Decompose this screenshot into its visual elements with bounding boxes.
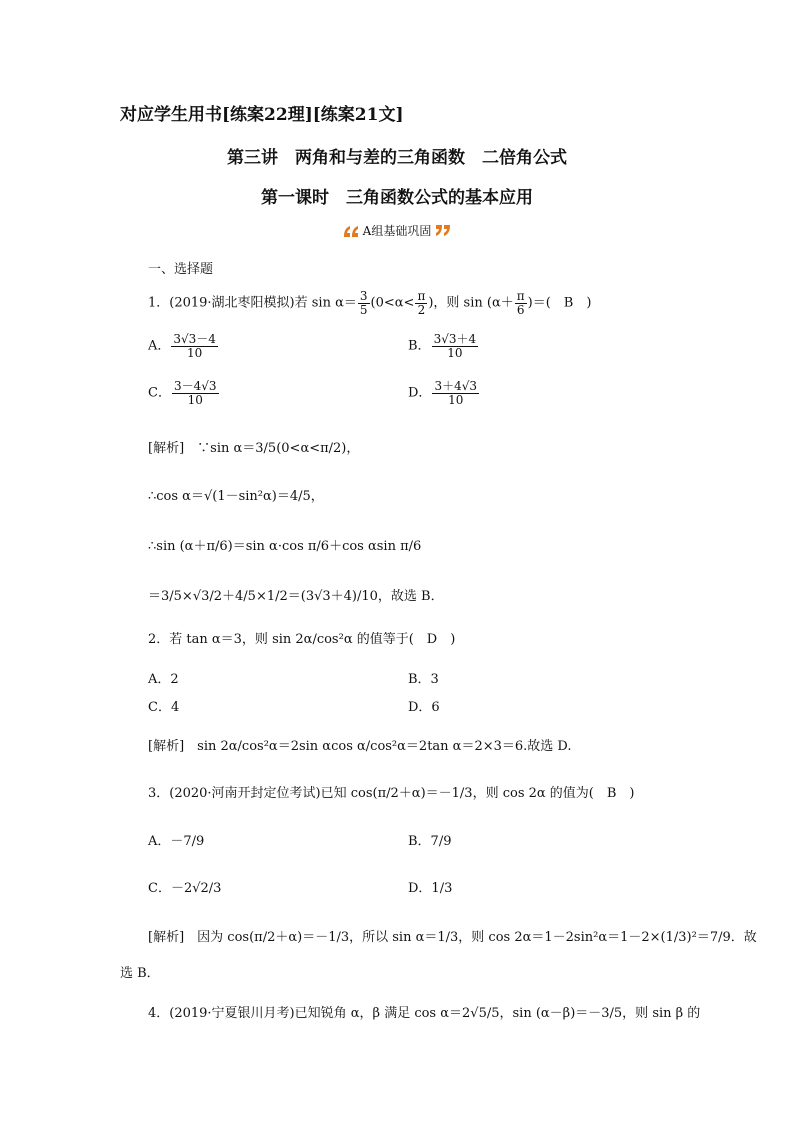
question-4-stem: 4．(2019·宁夏银川月考)已知锐角 α，β 满足 cos α＝2√5/5，sin (α－β)＝－3/5，则 sin β 的 (148, 1006, 701, 1021)
q3-option-a: A．－7/9 (148, 834, 205, 849)
q3-solution-line-1: [解析] 因为 cos(π/2＋α)＝－1/3，所以 sin α＝1/3，则 cos 2α＝1－2sin²α＝1－2×(1/3)²＝7/9．故 (148, 930, 757, 945)
q2-option-d: D．6 (408, 700, 440, 715)
q1-solution-line-3: ∴sin (α＋π/6)＝sin α·cos π/6＋cos αsin π/6 (148, 539, 422, 554)
q3-option-c: C．－2√2/3 (148, 881, 222, 896)
q2-option-c: C．4 (148, 700, 180, 715)
q3-option-d: D．1/3 (408, 881, 453, 896)
question-3-stem: 3．(2020·河南开封定位考试)已知 cos(π/2＋α)＝－1/3，则 cos 2α 的值为( B ) (148, 786, 635, 801)
close-quote-icon (434, 224, 452, 238)
q2-solution: [解析] sin 2α/cos²α＝2sin αcos α/cos²α＝2tan α＝2×3＝6.故选 D. (148, 739, 572, 754)
q1-option-a: A． $\frac{3√3-4}{10}$ (148, 332, 216, 360)
q3-solution-line-2: 选 B． (120, 966, 160, 981)
lesson-title: 第一课时 三角函数公式的基本应用 (261, 188, 533, 208)
workbook-reference: 对应学生用书[练案22理][练案21文] (120, 105, 404, 125)
chapter-title: 第三讲 两角和与差的三角函数 二倍角公式 (227, 148, 567, 168)
q1-option-d: D． $\frac{3+4√3}{10}$ (408, 379, 477, 407)
q2-option-a: A．2 (148, 672, 179, 687)
analysis-label: [解析] (148, 441, 185, 456)
q3-option-b: B．7/9 (408, 834, 452, 849)
q1-solution-line-1: [解析] ∵sin α＝3/5(0<α<π/2)， (148, 441, 360, 456)
q2-option-b: B．3 (408, 672, 439, 687)
open-quote-icon (342, 224, 360, 238)
q1-solution-line-4: ＝3/5×√3/2＋4/5×1/2＝(3√3＋4)/10，故选 B． (148, 589, 444, 604)
q1-option-c: C． $\frac{3-4√3}{10}$ (148, 379, 217, 407)
question-2-stem: 2．若 tan α＝3，则 sin 2α/cos²α 的值等于( D ) (148, 632, 456, 647)
section-banner (0, 222, 794, 241)
q1-option-b: B． $\frac{3√3+4}{10}$ (408, 332, 477, 360)
question-1-stem: 1．(2019·湖北枣阳模拟)若 sin α＝ $\frac{3}{5}$ (0<α< $\frac{\pi}{2}$ )，则 sin (α＋ $\frac{\pi}{6}$ )＝( B ) (148, 289, 592, 317)
section-label: A组基础巩固 (362, 224, 432, 238)
q1-solution-line-2: ∴cos α＝√(1－sin²α)＝4/5， (148, 489, 324, 504)
part-heading: 一、选择题 (148, 262, 214, 277)
